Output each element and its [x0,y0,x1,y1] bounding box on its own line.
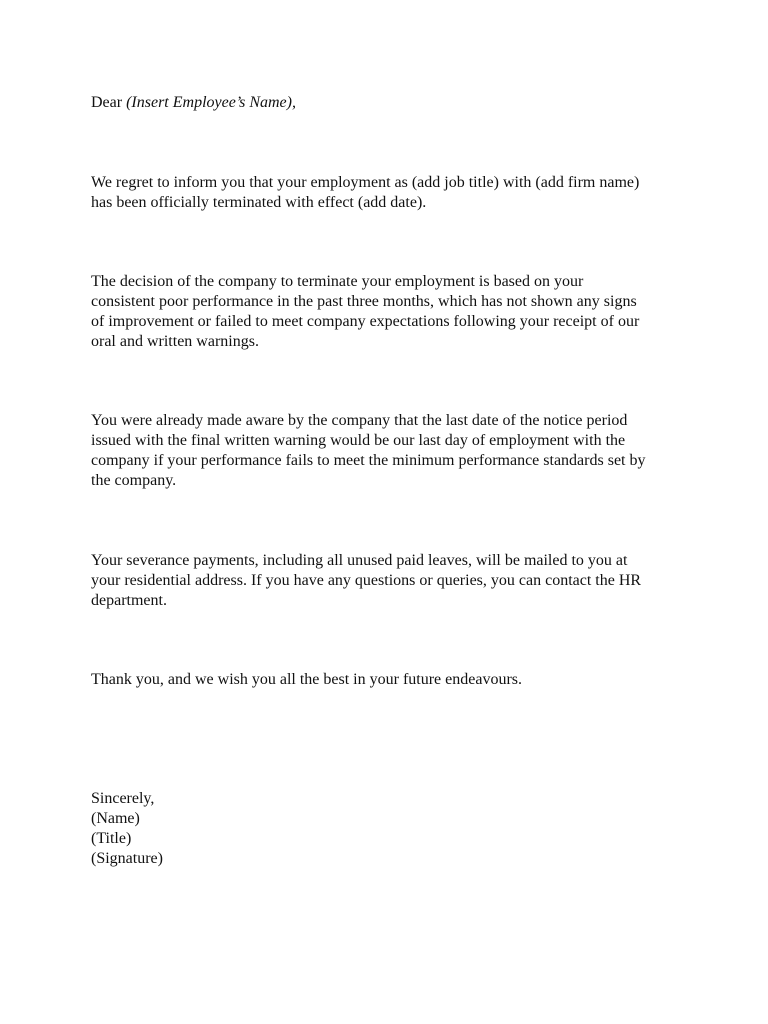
paragraph-line: You were already made aware by the company that the last date of the notice period [91,412,628,429]
employee-name-placeholder: (Insert Employee’s Name), [126,94,296,111]
paragraph-line: Thank you, and we wish you all the best in your future endeavours. [91,671,523,688]
paragraph-line: consistent poor performance in the past three months, which has not shown any signs [91,293,637,310]
paragraph-line: oral and written warnings. [91,333,259,350]
paragraph-reason [91,272,691,352]
paragraph-line: has been officially terminated with effect (add date). [91,194,427,211]
paragraph-line: We regret to inform you that your employment as (add job title) with (add firm name) [91,174,640,191]
signoff-closing: Sincerely, [91,790,155,807]
paragraph-termination-notice [91,173,691,213]
paragraph-line: company if your performance fails to meet the minimum performance standards set by [91,452,646,469]
salutation [91,93,691,113]
paragraph-line: Your severance payments, including all unused paid leaves, will be mailed to you at [91,552,628,569]
paragraph-line: department. [91,592,167,609]
paragraph-line: The decision of the company to terminate your employment is based on your [91,273,584,290]
paragraph-line: the company. [91,472,177,489]
paragraph-notice-period [91,411,691,491]
signoff-name: (Name) [91,810,140,827]
paragraph-closing-wishes [91,670,691,690]
salutation-greeting: Dear [91,94,127,111]
signoff-title: (Title) [91,830,132,847]
signoff-signature: (Signature) [91,850,163,867]
signoff-block [91,789,691,869]
paragraph-line: issued with the final written warning would be our last day of employment with the [91,432,626,449]
paragraph-line: of improvement or failed to meet company expectations following your receipt of our [91,313,640,330]
paragraph-severance [91,551,691,611]
paragraph-line: your residential address. If you have any questions or queries, you can contact the HR [91,572,642,589]
